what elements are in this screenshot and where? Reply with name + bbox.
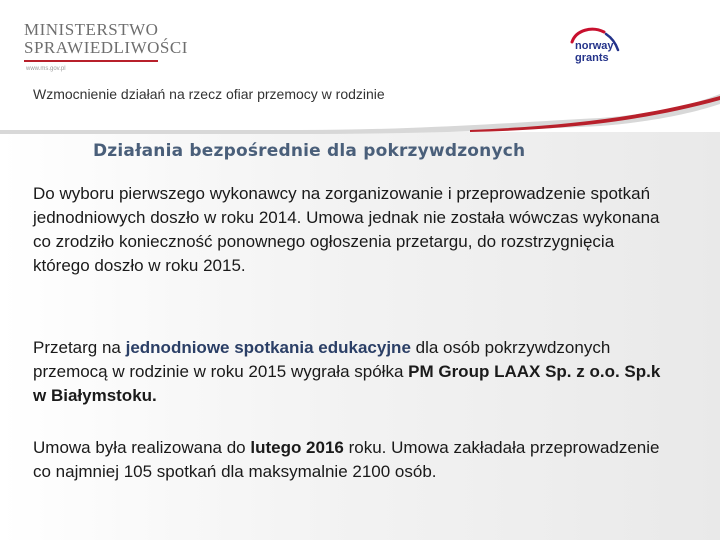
header-ribbon xyxy=(0,94,720,134)
paragraph-2-middle: dla osób pokrzywdzonych przemocą w rodzinie w roku 2015 wygrała spółka xyxy=(33,338,611,381)
paragraph-1: Do wyboru pierwszego wykonawcy na zorganizowanie i przeprowadzenie spotkań jednodniowych doszło w roku 2014. Umowa jednak nie została wówczas wykonana co zrodziło konieczność ponownego ogłoszenia przetargu, do rozstrzygnięcia którego doszło w roku 2015. xyxy=(33,184,660,275)
paragraph-3-suffix: roku. Umowa zakładała przeprowadzenie co najmniej 105 spotkań dla maksymalnie 2100 osób. xyxy=(33,438,660,481)
section-heading: Działania bezpośrednie dla pokrzywdzonych xyxy=(93,141,526,161)
paragraph-2 xyxy=(33,336,673,408)
ministry-name-line1: MINISTERSTWO xyxy=(24,20,159,39)
ministry-name-line2: SPRAWIEDLIWOŚCI xyxy=(24,38,188,57)
grants-word: grants xyxy=(575,52,609,64)
ministry-logo xyxy=(24,18,188,80)
ribbon-grey xyxy=(0,94,720,134)
header-subtitle: Wzmocnienie działań na rzecz ofiar przemocy w rodzinie xyxy=(33,86,385,102)
ministry-url: www.ms.gov.pl xyxy=(26,66,66,72)
paragraph-3 xyxy=(33,436,673,484)
paragraph-2-prefix: Przetarg na xyxy=(33,338,126,357)
paragraph-3-date: lutego 2016 xyxy=(250,438,344,457)
header xyxy=(0,0,720,132)
paragraph-3-prefix: Umowa była realizowana do xyxy=(33,438,251,457)
paragraph-2-highlight: jednodniowe spotkania edukacyjne xyxy=(125,338,411,357)
ministry-underline xyxy=(24,60,158,62)
norway-grants-wordmark xyxy=(575,40,614,64)
norway-word: norway xyxy=(575,40,614,52)
paragraph-2-company: PM Group LAAX Sp. z o.o. Sp.k w Białymstoku. xyxy=(33,362,661,405)
